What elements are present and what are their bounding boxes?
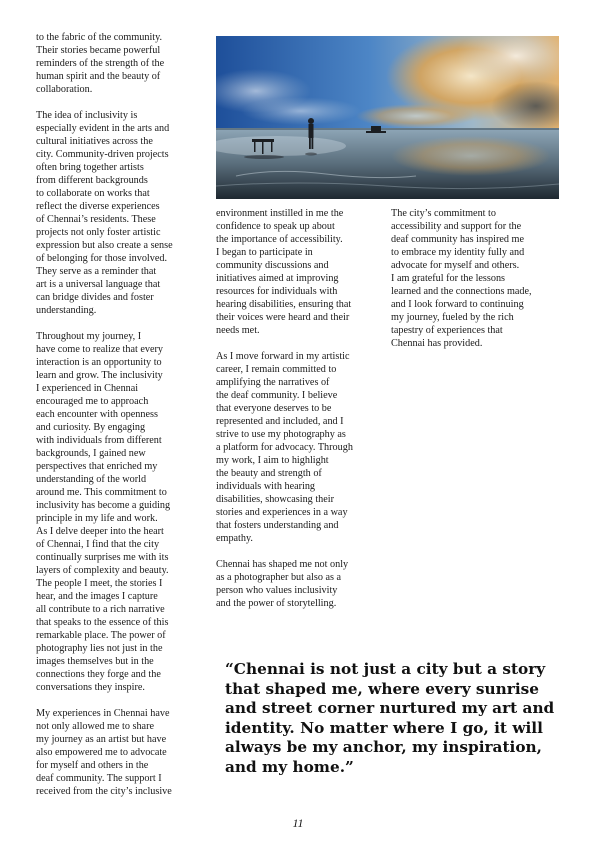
- column1-paragraph-3: Throughout my journey, I have come to realize that every interaction is an opportunity to learn and grow. The inclusivity I experienced in Chennai encouraged me to approach each encounter with openness and curiosity. By engaging with individuals from different backgrounds, I gained new perspectives that enriched my understanding of the world around me. This commitment to inclusivity has become a guiding principle in my life and work. As I delve deeper into the heart of Chennai, I find that the city continually surprises me with its layers of complexity and beauty. The people I meet, the stories I hear, and the images I capture all contribute to a rich narrative that speaks to the essence of this remarkable place. The power of photography lies not just in the images themselves but in the connections they forge and the conversations they inspire.: [36, 331, 171, 693]
- body-column-2: [216, 207, 384, 610]
- column1-paragraph-4: My experiences in Chennai have not only allowed me to share my journey as an artist but have also empowered me to advocate for myself and others in the deaf community. The support I received from the city’s inclusive: [36, 708, 172, 797]
- body-column-1: [36, 31, 204, 798]
- body-column-3: [391, 207, 563, 350]
- column1-paragraph-1: to the fabric of the community. Their stories became powerful reminders of the strength of the human spirit and the beauty of collaboration.: [36, 32, 165, 95]
- column2-paragraph-1: environment instilled in me the confidence to speak up about the importance of accessibility. I began to participate in community discussions and initiatives aimed at improving resources for individuals with hearing disabilities, ensuring that their voices were heard and their needs met.: [216, 208, 352, 336]
- pull-quote: “Chennai is not just a city but a story that shaped me, where every sunrise and street corner nurtured my art and identity. No matter where I go, it will always be my anchor, my inspiration, and my home.”: [225, 660, 555, 776]
- page-number: 11: [292, 816, 304, 830]
- column2-paragraph-2: As I move forward in my artistic career, I remain committed to amplifying the narratives of the deaf community. I believe that everyone deserves to be represented and included, and I strive to use my photography as a platform for advocacy. Through my work, I aim to highlight the beauty and strength of individuals with hearing disabilities, showcasing their stories and experiences in a way that fosters understanding and empathy.: [216, 351, 353, 544]
- column1-paragraph-2: The idea of inclusivity is especially evident in the arts and cultural initiatives across the city. Community-driven projects often bring together artists from different backgrounds to collaborate on works that reflect the diverse experiences of Chennai’s residents. These projects not only foster artistic expression but also create a sense of belonging for those involved. They serve as a reminder that art is a universal language that can bridge divides and foster understanding.: [36, 110, 173, 316]
- column3-paragraph-1: The city’s commitment to accessibility and support for the deaf community has inspired me to embrace my identity fully and advocate for myself and others. I am grateful for the lessons learned and the connections made, and I look forward to continuing my journey, fueled by the rich tapestry of experiences that Chennai has provided.: [391, 208, 532, 349]
- column2-paragraph-3: Chennai has shaped me not only as a photographer but also as a person who values inclusivity and the power of storytelling.: [216, 559, 349, 609]
- seaside-photo: [216, 36, 559, 199]
